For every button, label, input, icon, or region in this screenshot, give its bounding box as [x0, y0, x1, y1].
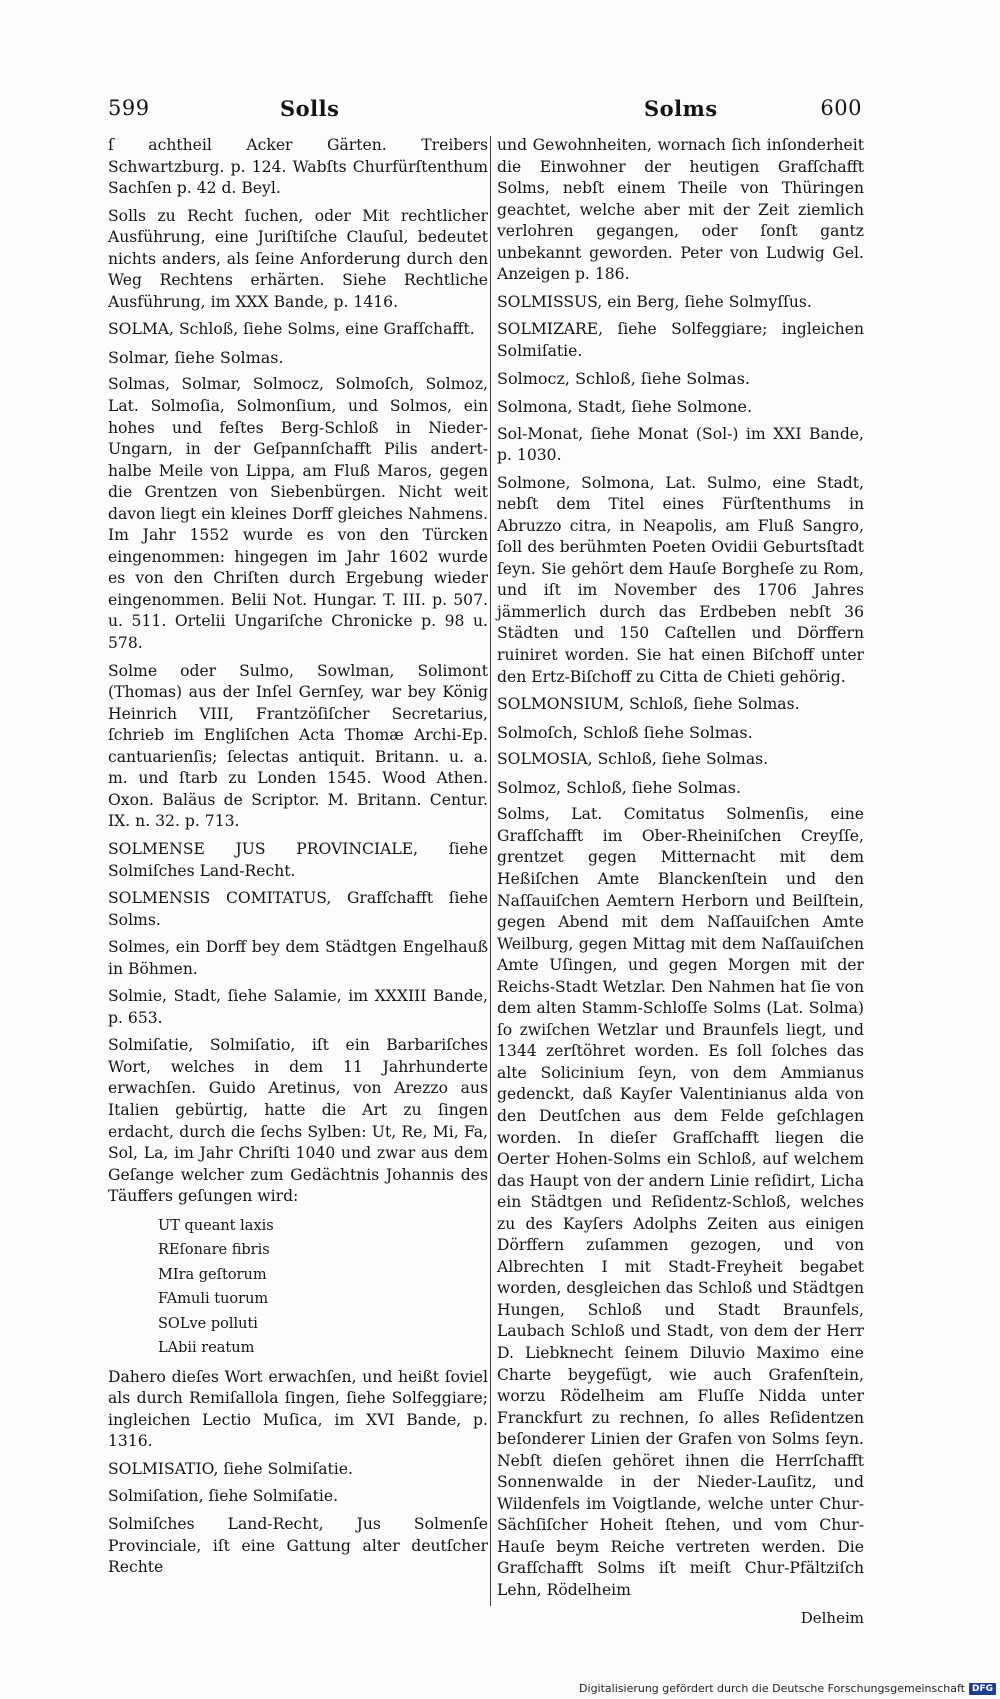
- digitization-credit: [579, 1682, 996, 1695]
- right-column: [497, 135, 864, 1629]
- entry-paragraph: Dahero dieſes Wort erwachſen, und heißt ſoviel als durch Remiſallola ſingen, ſiehe Solfeggiare; ingleichen Lectio Muſica, im XVI Bande, p. 1316.: [108, 1367, 488, 1451]
- dfg-logo-icon: DFG: [969, 1683, 996, 1695]
- entry-paragraph: Solls zu Recht ſuchen, oder Mit rechtlicher Ausführung, eine Juriſtiſche Clauſul, bedeutet nichts anders, als ſeine Anforderung durch den Weg Rechtens erhärten. Siehe Rechtliche Ausführung, im XXX Bande, p. 1416.: [108, 206, 488, 311]
- entry-paragraph: Solmas, Solmar, Solmocz, Solmoſch, Solmoz, Lat. Solmoſia, Solmonſium, und Solmos, ein hohes und feſtes Berg-Schloß in Nieder-Ungarn, in der Geſpannſchafft Pilis andert-halbe Meile von Lippa, am Fluß Maros, gegen die Grentzen von Siebenbürgen. Nicht weit davon liegt ein kleines Dorff gleiches Nahmens. Im Jahr 1552 wurde es von den Türcken eingenommen: hingegen im Jahr 1602 wurde es von den Chriſten durch Ergebung wieder eingenommen. Belii Not. Hungar. T. III. p. 507. u. 511. Ortelii Ungariſche Chronicke p. 98 u. 578.: [108, 375, 488, 653]
- entry-paragraph: SOLMONSIUM, Schloß, ſiehe Solmas.: [497, 695, 800, 714]
- running-title-right: Solms: [644, 96, 718, 121]
- entry-paragraph: und Gewohnheiten, wornach ſich inſonderheit die Einwohner der heutigen Grafſchafft Solms, nebſt einem Theile von Thüringen geachtet, welche aber mit der Zeit ziemlich verlohren gegangen, oder ſonſt gantz unbekannt geworden. Peter von Ludwig Gel. Anzeigen p. 186.: [497, 136, 864, 284]
- hymn-line: FAmuli tuorum: [158, 1291, 269, 1308]
- entry-paragraph: SOLMA, Schloß, ſiehe Solms, eine Grafſchafft.: [108, 320, 475, 339]
- catchword: Delheim: [800, 1608, 864, 1627]
- hymn-line: MIra geſtorum: [158, 1266, 267, 1283]
- entry-paragraph: Solmar, ſiehe Solmas.: [108, 347, 284, 367]
- entry-paragraph: Solmiſation, ſiehe Solmiſatie.: [108, 1487, 339, 1506]
- entry-paragraph: Solme oder Sulmo, Sowlman, Solimont (Thomas) aus der Inſel Gernſey, war bey König Heinrich VIII, Frantzöſiſcher Secretarius, ſchrieb im Engliſchen Acta Thomæ Archi-Ep. cantuarienſis; ſelectas antiquit. Britann. u. a. m. und ſtarb zu Londen 1545. Wood Athen. Oxon. Baläus de Scriptor. M. Britann. Centur. IX. n. 32. p. 713.: [108, 661, 488, 831]
- running-title-left: Solls: [280, 96, 340, 121]
- entry-paragraph: Sol-Monat, ſiehe Monat (Sol-) im XXI Bande, p. 1030.: [497, 424, 864, 465]
- hymn-line: REſonare fibris: [158, 1242, 270, 1259]
- entry-paragraph: Solms, Lat. Comitatus Solmenſis, eine Grafſchafft im Ober-Rheiniſchen Creyſſe, grentzet gegen Mitternacht mit dem Heßiſchen Amte Blanckenſtein und den Naſſauiſchen Aemtern Herborn und Beilſtein, gegen Abend mit dem Naſſauiſchen Amte Weilburg, gegen Mittag mit dem Naſſauiſchen Amte Uſingen, und gegen Morgen mit der Reichs-Stadt Wetzlar. Den Nahmen hat ſie von dem alten Stamm-Schloſſe Solms (Lat. Solma) ſo zwiſchen Wetzlar und Braunfels liegt, und 1344 zerſtöhret worden. Es ſoll ſolches das alte Solicinium ſeyn, von dem Ammianus gedenckt, daß Kayſer Valentinianus alda von den Deutſchen aus dem Felde geſchlagen worden. In dieſer Grafſchafft liegen die Oerter Hohen-Solms ein Schloß, auf welchem das Haupt von der andern Linie reſidirt, Licha ein Städtgen und Reſidentz-Schloß, welches zu des Kayſers Adolphs Zeiten aus einigen Dörffern zuſammen gezogen, und von Albrechten I mit Stadt-Freyheit begabet worden, desgleichen das Schloß und Städtgen Hungen, Schloß und Stadt Braunfels, Laubach Schloß und Stadt, von dem der Herr D. Liebknecht ſeinem Diluvio Maximo eine Charte beygefügt, wie auch Grafenſtein, worzu Rödelheim am Fluſſe Nidda unter Franckfurt zu rechnen, ſo alles Reſidentzen beſonderer Linien der Grafen von Solms ſeyn. Nebſt dieſen gehöret ihnen die Herrſchafft Sonnenwalde in der Nieder-Lauſitz, und Wildenfels im Voigtlande, welche unter Chur-Sächſiſcher Hoheit ſtehen, und vom Chur-Hauſe beym Reiche vertreten werden. Die Grafſchafft Solms iſt meiſt Chur-Pfältziſch Lehn, Rödelheim: [497, 805, 864, 1599]
- entry-paragraph: Solmoſch, Schloß ſiehe Solmas.: [497, 722, 753, 742]
- entry-paragraph: Solmiſches Land-Recht, Jus Solmenſe Provinciale, iſt eine Gattung alter deutſcher Rechte: [108, 1514, 488, 1577]
- hymn-verses: [158, 1214, 488, 1361]
- entry-paragraph: Solmoz, Schloß, ſiehe Solmas.: [497, 777, 742, 797]
- entry-paragraph: Solmiſatie, Solmiſatio, iſt ein Barbariſches Wort, welches in dem 11 Jahrhunderte erwachſen. Guido Aretinus, von Arezzo aus Italien gebürtig, hatte die Art zu ſingen erdacht, durch die ſechs Sylben: Ut, Re, Mi, Fa, Sol, La, im Jahr Chriſti 1040 und zwar aus dem Geſange welcher zum Gedächtnis Johannis des Täuffers geſungen wird:: [108, 1036, 488, 1206]
- entry-paragraph: SOLMIZARE, ſiehe Solfeggiare; ingleichen Solmiſatie.: [497, 320, 864, 360]
- entry-paragraph: SOLMENSE JUS PROVINCIALE, ſiehe Solmiſches Land-Recht.: [108, 839, 488, 880]
- hymn-line: SOLve polluti: [158, 1315, 258, 1332]
- credit-text: Digitalisierung gefördert durch die Deutsche Forschungsgemeinschaft: [579, 1682, 965, 1695]
- page-number-left: 599: [108, 96, 150, 120]
- entry-paragraph: SOLMOSIA, Schloß, ſiehe Solmas.: [497, 750, 769, 769]
- entry-paragraph: Solmie, Stadt, ſiehe Salamie, im XXXIII Bande, p. 653.: [108, 987, 488, 1027]
- hymn-line: LAbii reatum: [158, 1340, 255, 1357]
- entry-paragraph: Solmocz, Schloß, ſiehe Solmas.: [497, 369, 750, 389]
- entry-paragraph: SOLMENSIS COMITATUS, Grafſchafft ſiehe Solms.: [108, 889, 488, 929]
- page-number-right: 600: [820, 96, 862, 120]
- page-header: [108, 96, 862, 128]
- entry-paragraph: ſ achtheil Acker Gärten. Treibers Schwartzburg. p. 124. Wabſts Churfürſtenthum Sachſen p. 42 d. Beyl.: [108, 136, 488, 198]
- entry-paragraph: Solmone, Solmona, Lat. Sulmo, eine Stadt, nebſt dem Titel eines Fürſtenthums in Abruzzo citra, in Neapolis, am Fluß Sangro, ſoll des berühmten Poeten Ovidii Geburtsſtadt ſeyn. Sie gehört dem Hauſe Borgheſe zu Rom, und iſt im November des 1706 Jahres jämmerlich durch das Erdbeben nebſt 36 Städten und 150 Caſtellen und Dörffern ruiniret worden. Sie hat einen Biſchoff unter den Ertz-Biſchoff zu Citta de Chieti gehörig.: [497, 473, 864, 686]
- left-column: [108, 135, 488, 1585]
- entry-paragraph: Solmes, ein Dorff bey dem Städtgen Engelhauß in Böhmen.: [108, 938, 488, 978]
- column-divider: [490, 136, 491, 1606]
- entry-paragraph: SOLMISSUS, ein Berg, ſiehe Solmyſſus.: [497, 292, 812, 311]
- entry-paragraph: SOLMISATIO, ſiehe Solmiſatie.: [108, 1459, 353, 1478]
- hymn-line: UT queant laxis: [158, 1217, 274, 1234]
- entry-paragraph: Solmona, Stadt, ſiehe Solmone.: [497, 397, 753, 417]
